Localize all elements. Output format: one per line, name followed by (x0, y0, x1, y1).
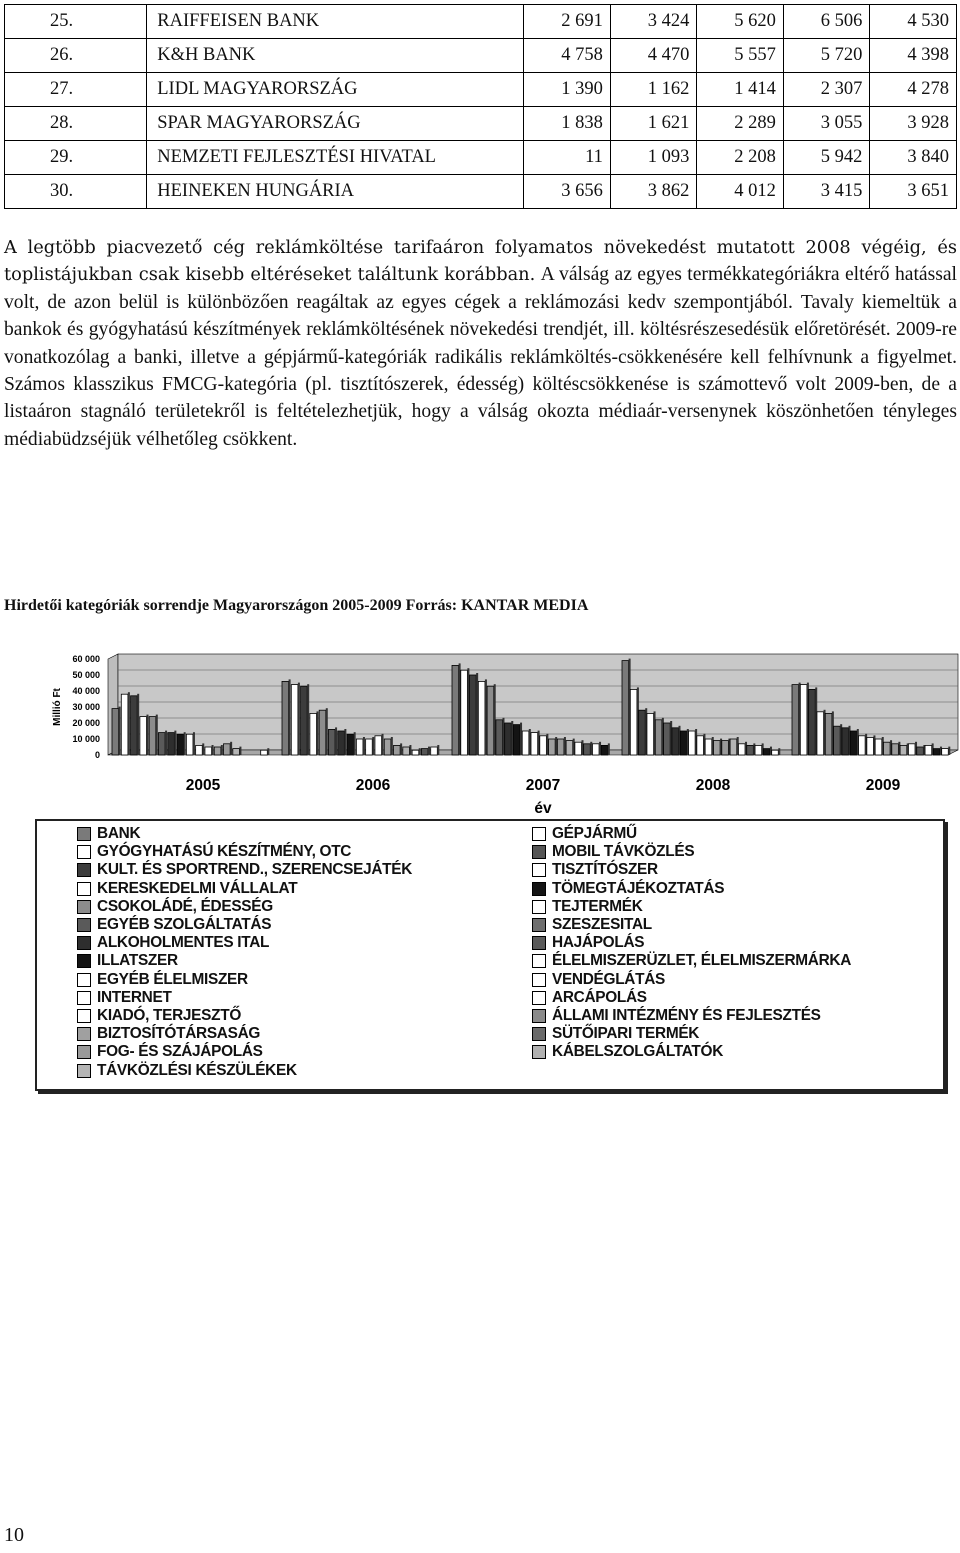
spend-value-cell: 3 928 (870, 107, 957, 141)
spend-value-cell: 1 390 (524, 73, 611, 107)
legend-item (532, 843, 851, 861)
spend-value-cell: 5 720 (783, 39, 870, 73)
legend-swatch (77, 973, 91, 987)
spend-value-cell: 5 942 (783, 141, 870, 175)
chart-bar (942, 749, 949, 755)
bar-depth (529, 729, 531, 755)
bar-depth (564, 737, 566, 755)
x-axis-label: év (534, 800, 552, 817)
spend-value-cell: 1 162 (610, 73, 697, 107)
chart-bar (149, 717, 156, 755)
chart-bar (689, 731, 696, 755)
legend-label: ALKOHOLMENTES ITAL (97, 934, 270, 952)
legend-swatch (77, 1009, 91, 1023)
legend-swatch (77, 1064, 91, 1078)
legend-label: EGYÉB SZOLGÁLTATÁS (97, 916, 272, 934)
spend-value-cell: 2 289 (697, 107, 784, 141)
chart-bar (664, 723, 671, 755)
chart-bar (557, 739, 564, 755)
chart-bar (933, 749, 940, 755)
bar-depth (174, 731, 176, 755)
legend-swatch (77, 954, 91, 968)
bar-depth (608, 743, 610, 755)
ranking-table (4, 4, 957, 209)
bar-depth (476, 673, 478, 755)
spend-value-cell: 3 840 (870, 141, 957, 175)
x-tick-label: 2005 (185, 777, 221, 794)
bar-depth (437, 745, 439, 755)
paragraph-sentence-2: A válság az egyes termékkategóriákra eltérő hatással volt, de azon belül is különbözően reagáltak az egyes cégek a reklámozási kedv szempontjából. (4, 264, 957, 313)
chart-bar (384, 739, 391, 755)
chart-bar (566, 741, 573, 755)
legend-label: BANK (97, 825, 141, 843)
legend-item (532, 898, 851, 916)
rank-cell: 27. (5, 73, 147, 107)
paragraph-sentence-3: Tavaly kiemeltük a bankok és gyógyhatású készítmények reklámköltésének növekedési trendjét, ill. költésrészesedésük előretörését. 2009-re vonatkozólag a banki, illetve a gépjármű-kategóriák radikális reklámköltés-csökkenésére kell felhívnunk a figyelmet. Számos klasszikus FMCG-kategória (pl. tisztítószerek, édesség) költéscsökkenése is számottevő volt 2009-ben, de a listaáron stagnáló területekről is feltételezhetjük, hogy a válság okozta médiaár-versenynek köszönhetően tényleges médiabüdzséjük vélhetőleg csökkent. (4, 291, 958, 450)
bar-depth (485, 679, 487, 755)
legend-label: TÁVKÖZLÉSI KÉSZÜLÉKEK (97, 1061, 297, 1079)
legend-label: BIZTOSÍTÓTÁRSASÁG (97, 1025, 261, 1043)
bar-depth (289, 679, 291, 755)
legend-swatch (532, 900, 546, 914)
x-tick-label: 2009 (865, 777, 901, 794)
bar-depth (459, 663, 461, 755)
legend-swatch (77, 936, 91, 950)
spend-value-cell: 2 208 (697, 141, 784, 175)
bar-depth (146, 715, 148, 755)
bar-depth (344, 729, 346, 755)
y-tick-label: 10 000 (72, 734, 100, 744)
rank-cell: 30. (5, 175, 147, 209)
chart-bar (186, 734, 193, 755)
chart-bar (403, 747, 410, 755)
x-tick-label: 2006 (355, 777, 391, 794)
bar-depth (467, 668, 469, 755)
bar-depth (511, 721, 513, 755)
chart-bar (131, 696, 138, 755)
legend-swatch (77, 900, 91, 914)
legend-item (77, 934, 412, 952)
chart-bar (168, 733, 175, 755)
body-paragraph (4, 234, 957, 453)
chart-bar (738, 744, 745, 755)
bar-depth (494, 684, 496, 755)
chart-bar (356, 739, 363, 755)
legend-swatch (532, 936, 546, 950)
table-row (5, 107, 957, 141)
spend-value-cell: 4 530 (870, 5, 957, 39)
chart-bar (917, 747, 924, 755)
legend-item (532, 916, 851, 934)
legend-item (532, 952, 851, 970)
legend-swatch (77, 1027, 91, 1041)
chart-bar (713, 741, 720, 755)
spend-value-cell: 1 093 (610, 141, 697, 175)
bar-depth (193, 732, 195, 755)
chart-bar (505, 723, 512, 755)
bar-depth (409, 745, 411, 755)
chart-bar (825, 713, 832, 755)
bar-depth (202, 743, 204, 755)
chart-bar (867, 737, 874, 755)
chart-bar (347, 734, 354, 755)
legend-label: GYÓGYHATÁSÚ KÉSZÍTMÉNY, OTC (97, 843, 352, 861)
rank-cell: 25. (5, 5, 147, 39)
chart-bar (394, 745, 401, 755)
chart-bar (730, 739, 737, 755)
rank-cell: 26. (5, 39, 147, 73)
spend-value-cell: 3 055 (783, 107, 870, 141)
company-name-cell: RAIFFEISEN BANK (147, 5, 524, 39)
spend-value-cell: 4 470 (610, 39, 697, 73)
chart-bar (375, 736, 382, 755)
legend-item (77, 825, 412, 843)
chart-bar (575, 742, 582, 755)
table-row (5, 73, 957, 107)
bar-depth (419, 748, 421, 755)
legend-label: SÜTŐIPARI TERMÉK (552, 1025, 700, 1043)
chart-bar (809, 689, 816, 755)
spend-value-cell: 11 (524, 141, 611, 175)
bar-depth (599, 742, 601, 755)
chart-bar (592, 744, 599, 755)
chart-bar (763, 749, 770, 755)
legend-label: ÁLLAMI INTÉZMÉNY ÉS FEJLESZTÉS (552, 1006, 821, 1024)
chart-bar (140, 717, 147, 755)
legend-label: ILLATSZER (97, 952, 178, 970)
legend-swatch (77, 845, 91, 859)
legend-column-right (532, 825, 851, 1061)
y-tick-label: 0 (94, 750, 100, 760)
legend-swatch (532, 1045, 546, 1059)
chart-bar (121, 694, 128, 755)
chart-bar (722, 741, 729, 755)
legend-swatch (532, 827, 546, 841)
bar-depth (212, 745, 214, 755)
legend-label: CSOKOLÁDÉ, ÉDESSÉG (97, 897, 273, 915)
table-row (5, 5, 957, 39)
bar-depth (948, 747, 950, 755)
legend-label: ARCÁPOLÁS (552, 988, 647, 1006)
legend-item (532, 861, 851, 879)
chart-bar (224, 744, 231, 755)
bar-depth (119, 707, 121, 755)
legend-swatch (532, 1009, 546, 1023)
bar-depth (581, 740, 583, 755)
chart-bar (705, 739, 712, 755)
chart-bar (680, 731, 687, 755)
legend-label: EGYÉB ÉLELMISZER (97, 970, 248, 988)
bar-depth (520, 723, 522, 755)
chart-bar (859, 736, 866, 755)
bar-depth (555, 737, 557, 755)
spend-value-cell: 1 621 (610, 107, 697, 141)
chart-bar (531, 733, 538, 755)
legend-swatch (77, 882, 91, 896)
chart-bar (338, 731, 345, 755)
legend-item (532, 1025, 851, 1043)
chart-bar (875, 739, 882, 755)
legend-swatch (77, 827, 91, 841)
chart-bar (925, 745, 932, 755)
spend-value-cell: 1 838 (524, 107, 611, 141)
legend-swatch (532, 882, 546, 896)
spend-value-cell: 3 415 (783, 175, 870, 209)
legend-swatch (532, 1027, 546, 1041)
chart-bar (892, 744, 899, 755)
chart-bar (366, 739, 373, 755)
chart-bar (233, 749, 240, 755)
legend-swatch (532, 845, 546, 859)
company-name-cell: NEMZETI FEJLESZTÉSI HIVATAL (147, 141, 524, 175)
legend-label: ÉLELMISZERÜZLET, ÉLELMISZERMÁRKA (552, 952, 852, 970)
bar-depth (363, 737, 365, 755)
spend-value-cell: 2 691 (524, 5, 611, 39)
bar-depth (335, 727, 337, 755)
chart-bar (697, 736, 704, 755)
chart-bar (319, 710, 326, 755)
legend-swatch (532, 991, 546, 1005)
chart-bar (549, 739, 556, 755)
spend-value-cell: 1 414 (697, 73, 784, 107)
table-row (5, 39, 957, 73)
bar-depth (267, 748, 269, 755)
company-name-cell: SPAR MAGYARORSZÁG (147, 107, 524, 141)
legend-column-left (77, 825, 412, 1080)
chart-legend (35, 819, 945, 1091)
chart-bar (834, 726, 841, 755)
chart-bar (800, 685, 807, 755)
legend-label: TISZTÍTÓSZER (552, 861, 658, 879)
company-name-cell: HEINEKEN HUNGÁRIA (147, 175, 524, 209)
legend-item (532, 934, 851, 952)
legend-label: MOBIL TÁVKÖZLÉS (552, 843, 695, 861)
spend-value-cell: 3 656 (524, 175, 611, 209)
bar-depth (428, 747, 430, 755)
chart-bar (900, 745, 907, 755)
legend-label: HAJÁPOLÁS (552, 934, 645, 952)
bar-depth (546, 734, 548, 755)
chart-caption: Hirdetői kategóriák sorrendje Magyarországon 2005-2009 Forrás: KANTAR MEDIA (4, 597, 589, 614)
chart-bar (522, 731, 529, 755)
chart-bar (112, 709, 119, 755)
legend-label: KÁBELSZOLGÁLTATÓK (552, 1043, 724, 1061)
y-tick-label: 20 000 (72, 718, 100, 728)
chart-bar (772, 750, 779, 755)
bar-depth (184, 732, 186, 755)
chart-bar (747, 745, 754, 755)
legend-item (77, 861, 412, 879)
chart-bar (601, 745, 608, 755)
bar-depth (391, 737, 393, 755)
bar-depth (298, 683, 300, 755)
legend-item (77, 952, 412, 970)
chart-bar (470, 675, 477, 755)
bar-depth (400, 743, 402, 755)
spend-value-cell: 3 424 (610, 5, 697, 39)
chart-bar (282, 681, 289, 755)
chart-bar (328, 729, 335, 755)
chart-bar (421, 749, 428, 755)
chart-bar (412, 750, 419, 755)
table-row (5, 175, 957, 209)
x-tick-label: 2007 (525, 777, 561, 794)
legend-item (77, 1025, 412, 1043)
legend-item (532, 825, 851, 843)
legend-label: TEJTERMÉK (552, 897, 643, 915)
spend-value-cell: 5 620 (697, 5, 784, 39)
y-tick-label: 60 000 (72, 654, 100, 664)
legend-item (532, 1007, 851, 1025)
paragraph-sentence-1: A legtöbb piacvezető cég reklámköltése tarifaáron folyamatos növekedést mutatott 2008 végéig, és toplistájukban csak kisebb eltéréseket találtunk korábban. (4, 237, 957, 286)
chart-bar (177, 734, 184, 755)
legend-label: GÉPJÁRMŰ (552, 825, 637, 843)
spend-value-cell: 4 278 (870, 73, 957, 107)
chart-bar (205, 747, 212, 755)
bar-depth (573, 739, 575, 755)
spend-value-cell: 4 012 (697, 175, 784, 209)
rank-cell: 28. (5, 107, 147, 141)
spend-value-cell: 5 557 (697, 39, 784, 73)
bar-depth (382, 734, 384, 755)
y-axis-label: Millió Ft (52, 688, 63, 726)
chart-bar (883, 742, 890, 755)
bar-depth (354, 732, 356, 755)
chart-bar (842, 728, 849, 755)
spend-value-cell: 2 307 (783, 73, 870, 107)
chart-bar (301, 686, 308, 755)
legend-swatch (532, 973, 546, 987)
chart-bar (540, 736, 547, 755)
bar-depth (156, 715, 158, 755)
bar-depth (165, 731, 167, 755)
legend-item (77, 1061, 412, 1079)
spend-value-cell: 3 862 (610, 175, 697, 209)
bar-depth (502, 718, 504, 755)
bar-depth (221, 745, 223, 755)
chart-bar (630, 689, 637, 755)
bar-depth (137, 694, 139, 755)
legend-item (77, 989, 412, 1007)
chart-bar (672, 728, 679, 755)
category-bar-chart (40, 645, 960, 815)
page-number: 10 (4, 1524, 24, 1546)
x-tick-label: 2008 (695, 777, 731, 794)
chart-bar (196, 745, 203, 755)
chart-bar (655, 720, 662, 755)
legend-item (77, 971, 412, 989)
bar-depth (239, 747, 241, 755)
chart-bar (755, 745, 762, 755)
legend-label: INTERNET (97, 988, 172, 1006)
legend-label: TÖMEGTÁJÉKOZTATÁS (552, 879, 725, 897)
legend-swatch (77, 863, 91, 877)
legend-label: KERESKEDELMI VÁLLALAT (97, 879, 298, 897)
legend-item (532, 971, 851, 989)
chart-bar (310, 713, 317, 755)
legend-item (77, 1007, 412, 1025)
bar-depth (590, 742, 592, 755)
y-tick-label: 30 000 (72, 702, 100, 712)
legend-swatch (532, 918, 546, 932)
bar-depth (778, 748, 780, 755)
y-tick-label: 50 000 (72, 670, 100, 680)
chart-bar (261, 750, 268, 755)
chart-bar (158, 733, 165, 755)
legend-item (77, 1043, 412, 1061)
legend-label: KIADÓ, TERJESZTŐ (97, 1006, 241, 1024)
legend-item (77, 880, 412, 898)
legend-label: FOG- ÉS SZÁJÁPOLÁS (97, 1043, 263, 1061)
table-row (5, 141, 957, 175)
chart-bar (584, 744, 591, 755)
bar-depth (230, 742, 232, 755)
chart-bar (792, 685, 799, 755)
chart-bar (496, 720, 503, 755)
spend-value-cell: 4 398 (870, 39, 957, 73)
spend-value-cell: 6 506 (783, 5, 870, 39)
legend-item (77, 916, 412, 934)
chart-bar (431, 747, 438, 755)
company-name-cell: K&H BANK (147, 39, 524, 73)
legend-item (77, 898, 412, 916)
legend-item (532, 880, 851, 898)
chart-bar (908, 744, 915, 755)
bar-depth (128, 692, 130, 755)
bar-depth (538, 731, 540, 755)
spend-value-cell: 3 651 (870, 175, 957, 209)
chart-bar (478, 681, 485, 755)
y-tick-label: 40 000 (72, 686, 100, 696)
chart-bar (452, 665, 459, 755)
legend-swatch (77, 991, 91, 1005)
bar-depth (316, 711, 318, 755)
chart-bar (817, 712, 824, 755)
legend-item (532, 1043, 851, 1061)
legend-item (532, 989, 851, 1007)
legend-swatch (77, 1045, 91, 1059)
chart-bar (291, 685, 298, 755)
chart-bar (647, 713, 654, 755)
legend-label: SZESZESITAL (552, 916, 652, 934)
chart-bar (639, 710, 646, 755)
chart-bar (487, 686, 494, 755)
bar-depth (307, 684, 309, 755)
legend-swatch (77, 918, 91, 932)
chart-bar (513, 725, 520, 755)
chart-bar (850, 731, 857, 755)
legend-swatch (532, 954, 546, 968)
legend-item (77, 843, 412, 861)
chart-bar (214, 747, 221, 755)
company-name-cell: LIDL MAGYARORSZÁG (147, 73, 524, 107)
legend-swatch (532, 863, 546, 877)
spend-value-cell: 4 758 (524, 39, 611, 73)
chart-bar (622, 661, 629, 755)
rank-cell: 29. (5, 141, 147, 175)
legend-label: KULT. ÉS SPORTREND., SZERENCSEJÁTÉK (97, 861, 413, 879)
bar-depth (372, 737, 374, 755)
bar-depth (326, 708, 328, 755)
legend-label: VENDÉGLÁTÁS (552, 970, 665, 988)
chart-bar (461, 670, 468, 755)
